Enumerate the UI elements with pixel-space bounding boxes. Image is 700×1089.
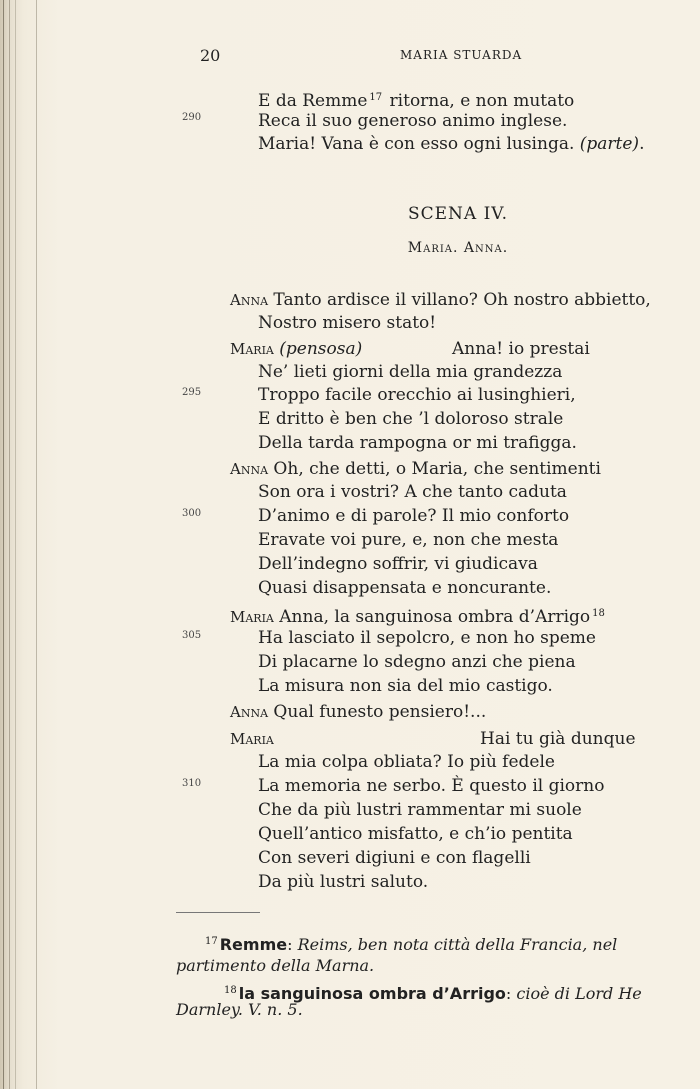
verse-line: Nostro misero stato! <box>258 313 437 333</box>
verse-line: Della tarda rampogna or mi trafigga. <box>258 433 577 453</box>
verse-line: Maria Anna, la sanguinosa ombra d’Arrigo $^{18}$ <box>230 607 605 627</box>
page-edge <box>36 0 37 1089</box>
verse-line: Reca il suo generoso animo inglese. <box>258 111 568 131</box>
speaker-label: Maria <box>230 730 274 748</box>
verse-line: Di placarne lo sdegno anzi che piena <box>258 652 576 672</box>
verse-line: Con severi digiuni e con flagelli <box>258 848 531 868</box>
verse-line: D’animo e di parole? Il mio conforto <box>258 506 570 526</box>
line-number: 305 <box>182 630 202 641</box>
line-number: 310 <box>182 778 202 789</box>
verse-line: Anna Tanto ardisce il villano? Oh nostro abbietto, <box>230 290 651 310</box>
verse-line: Da più lustri saluto. <box>258 872 429 892</box>
verse-line <box>230 339 362 359</box>
verse-line: Quell’antico misfatto, e ch’io pentita <box>258 824 573 844</box>
verse-line: La mia colpa obliata? Io più fedele <box>258 752 555 772</box>
page-number: 20 <box>200 46 221 65</box>
scene-characters: Maria. Anna. <box>407 240 509 256</box>
line-number: 290 <box>182 112 202 123</box>
verse-line: Son ora i vostri? A che tanto caduta <box>258 482 567 502</box>
footnote: $^{18}$ la sanguinosa ombra d’Arrigo: cioè di Lord He <box>224 984 642 1003</box>
verse-line: Ne’ lieti giorni della mia grandezza <box>258 362 563 382</box>
verse-line: La misura non sia del mio castigo. <box>258 676 553 696</box>
footnote: partimento della Marna. <box>176 956 375 975</box>
footnote-rule <box>176 912 260 913</box>
verse-line: E dritto è ben che ’l doloroso strale <box>258 409 564 429</box>
speaker-label: Maria <box>230 608 274 626</box>
speaker-label: Anna <box>230 703 269 721</box>
verse-line: La memoria ne serbo. È questo il giorno <box>258 776 605 796</box>
footnote: $^{17}$ Remme: Reims, ben nota città della Francia, nel <box>205 935 618 954</box>
verse-line: Troppo facile orecchio ai lusinghieri, <box>258 385 576 405</box>
line-number: 295 <box>182 387 202 398</box>
verse-line: Anna! io prestai <box>452 339 590 359</box>
verse-line: Eravate voi pure, e, non che mesta <box>258 530 559 550</box>
verse-line <box>230 729 274 749</box>
verse-line: Hai tu già dunque <box>480 729 636 749</box>
verse-line: Quasi disappensata e noncurante. <box>258 578 552 598</box>
running-header <box>200 46 700 66</box>
stage-direction: (pensosa) <box>279 339 363 359</box>
page-edge <box>9 0 10 1089</box>
verse-line: Maria! Vana è con esso ogni lusinga. (parte). <box>258 134 645 154</box>
page-edge <box>15 0 16 1089</box>
verse-line: Che da più lustri rammentar mi suole <box>258 800 582 820</box>
speaker-label: Maria <box>230 340 274 358</box>
page-edge <box>3 0 4 1089</box>
speaker-label: Anna <box>230 291 269 309</box>
verse-line: Ha lasciato il sepolcro, e non ho speme <box>258 628 596 648</box>
scene-title: SCENA IV. <box>407 204 509 224</box>
verse-line: E da Remme $^{17}$ ritorna, e non mutato <box>258 91 575 111</box>
verse-line: Anna Qual funesto pensiero!... <box>230 702 487 722</box>
speaker-label: Anna <box>230 460 269 478</box>
line-number: 300 <box>182 508 202 519</box>
verse-line: Dell’indegno soffrir, vi giudicava <box>258 554 538 574</box>
running-title: MARIA STUARDA <box>400 48 523 62</box>
verse-line: Anna Oh, che detti, o Maria, che sentimenti <box>230 459 601 479</box>
footnote: Darnley. V. n. 5. <box>176 1000 303 1019</box>
